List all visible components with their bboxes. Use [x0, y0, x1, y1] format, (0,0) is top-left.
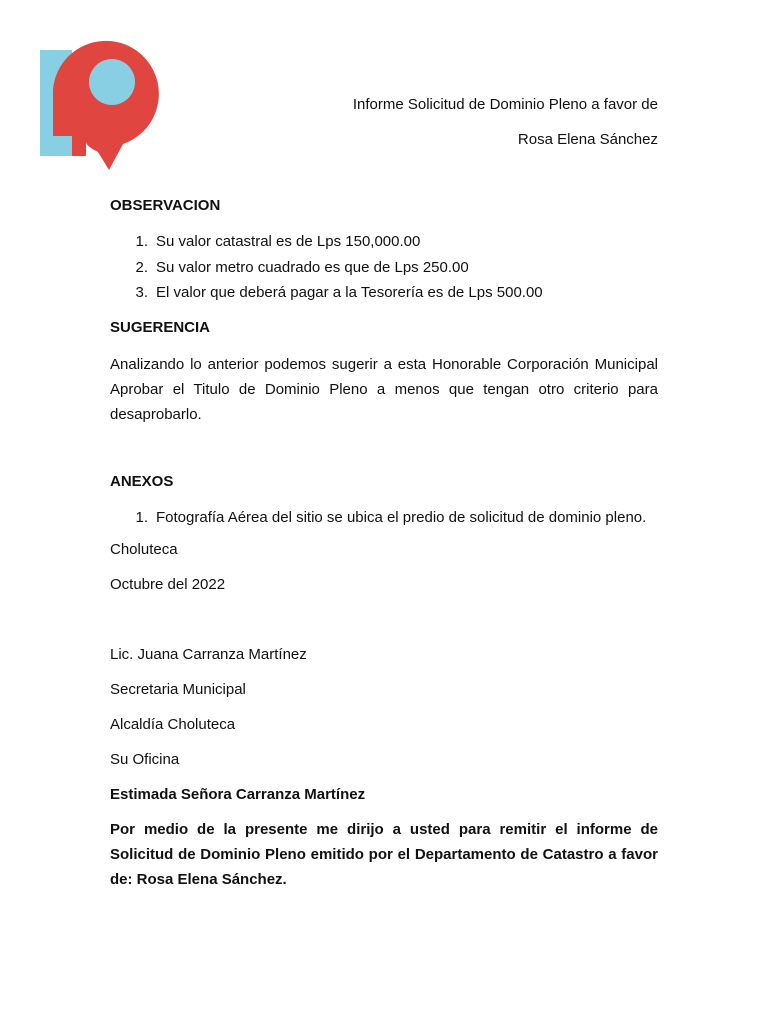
list-number: 2.: [135, 258, 148, 276]
anexos-heading: ANEXOS: [110, 472, 174, 490]
header-line-2: Rosa Elena Sánchez: [517, 131, 658, 148]
logo-icon: [36, 40, 172, 172]
list-number: 3.: [135, 284, 148, 301]
recipient-office: Su Oficina: [110, 751, 180, 768]
list-text: Fotografía Aérea del sitio se ubica el predio de solicitud de dominio pleno.: [156, 508, 647, 526]
anexos-list: [110, 505, 658, 531]
logo-bar-lower: [40, 136, 72, 156]
document-body: [110, 195, 658, 892]
place: Choluteca: [110, 541, 178, 558]
observacion-list: [110, 229, 658, 306]
list-item: [110, 280, 658, 306]
list-item: [110, 255, 658, 281]
list-text: El valor que deberá pagar a la Tesorería es de Lps 500.00: [156, 284, 543, 301]
report-header: [353, 87, 658, 157]
header-line-1: Informe Solicitud de Dominio Pleno a favor de: [352, 96, 658, 113]
sugerencia-heading: SUGERENCIA: [110, 318, 211, 336]
recipient-org: Alcaldía Choluteca: [110, 716, 236, 733]
list-item: [110, 505, 658, 531]
list-item: [110, 229, 658, 255]
recipient-title: Secretaria Municipal: [110, 681, 246, 698]
date: Octubre del 2022: [110, 576, 226, 593]
list-number: 1.: [135, 233, 148, 250]
letter-body: Por medio de la presente me dirijo a usted para remitir el informe de Solicitud de Dominio Pleno emitido por el Departamento de Catastro a favor de: Rosa Elena Sánchez.: [110, 821, 658, 888]
observacion-heading: OBSERVACION: [110, 197, 221, 214]
list-text: Su valor metro cuadrado es que de Lps 250.00: [156, 258, 469, 276]
list-text: Su valor catastral es de Lps 150,000.00: [156, 233, 421, 250]
list-number: 1.: [135, 508, 148, 526]
logo-p-hole: [89, 59, 135, 105]
recipient-name: Lic. Juana Carranza Martínez: [110, 646, 307, 663]
salutation: Estimada Señora Carranza Martínez: [110, 786, 366, 803]
sugerencia-paragraph: Analizando lo anterior podemos sugerir a esta Honorable Corporación Municipal Aprobar el Titulo de Dominio Pleno a menos que tengan otro criterio para desaprobarlo.: [110, 355, 658, 423]
